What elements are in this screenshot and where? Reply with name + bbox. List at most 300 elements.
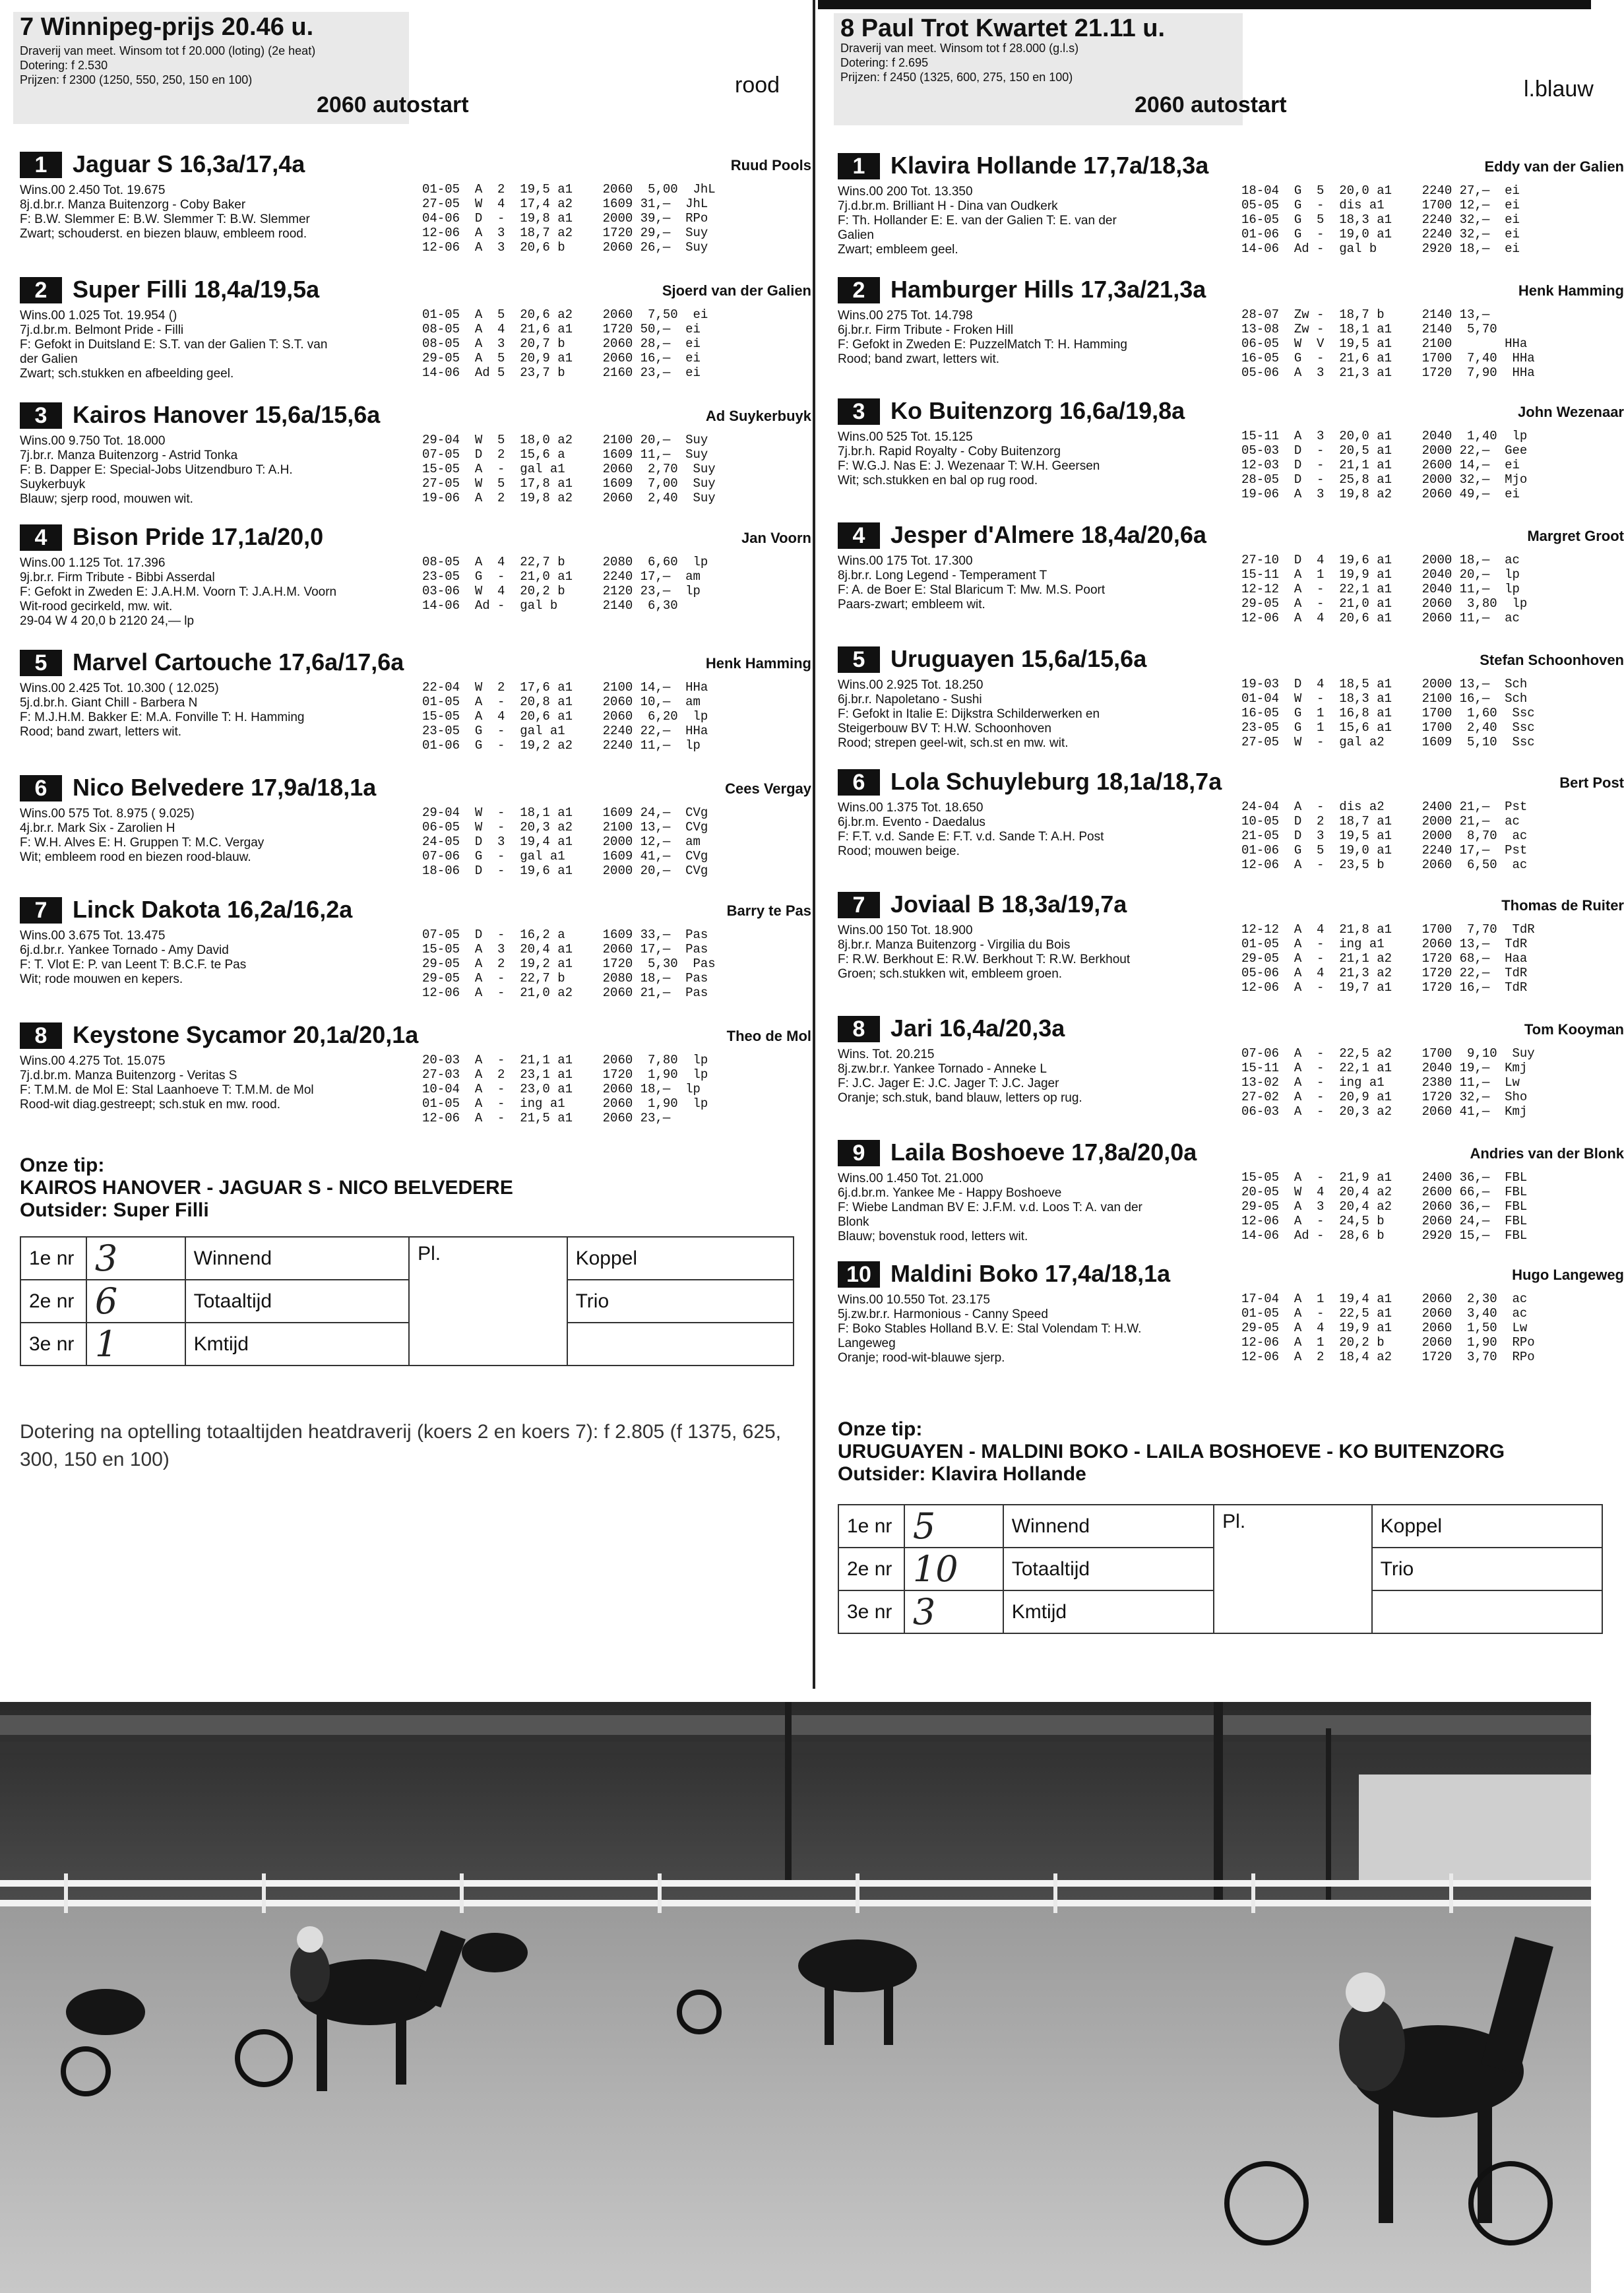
trainer-name: Ad Suykerbuyk bbox=[705, 408, 811, 424]
horse-number-box: 1 bbox=[20, 152, 62, 178]
performance-row: 12-06 A 1 20,2 b 2060 1,90 RPo bbox=[1241, 1335, 1535, 1350]
horse-info bbox=[838, 1293, 1234, 1366]
performance-row: 08-05 A 3 20,7 b 2060 28,— ei bbox=[422, 336, 701, 351]
performance-row: 04-06 D - 19,8 a1 2000 39,— RPo bbox=[422, 211, 708, 226]
horse-name: Kairos Hanover 15,6a/15,6a bbox=[73, 401, 381, 428]
race-8-prizes: Prijzen: f 2450 (1325, 600, 275, 150 en 100) bbox=[840, 71, 1073, 84]
trainer-name: Jan Voorn bbox=[741, 530, 811, 546]
performance-row: 29-05 A 4 19,9 a1 2060 1,50 Lw bbox=[1241, 1321, 1528, 1335]
result-koppel-label: Koppel bbox=[567, 1237, 794, 1280]
horse-info-line: Wins.00 10.550 Tot. 23.175 bbox=[838, 1293, 990, 1307]
horse-info bbox=[838, 309, 1234, 367]
performance-row: 06-05 W V 19,5 a1 2100 HHa bbox=[1241, 336, 1528, 351]
horse-name: Marvel Cartouche 17,6a/17,6a bbox=[73, 648, 404, 675]
performance-row: 18-06 D - 19,6 a1 2000 20,— CVg bbox=[422, 864, 708, 878]
trainer-name: Tom Kooyman bbox=[1524, 1021, 1624, 1038]
horse-info bbox=[838, 678, 1234, 751]
race-7-header bbox=[0, 0, 810, 132]
horse-number-box: 7 bbox=[838, 892, 880, 918]
performance-row: 12-06 A - 19,7 a1 1720 16,— TdR bbox=[1241, 980, 1528, 995]
horse-info-line: Blauw; bovenstuk rood, letters wit. bbox=[838, 1230, 1028, 1243]
result-row-label: 2e nr bbox=[20, 1280, 86, 1323]
horse-name: Lola Schuyleburg 18,1a/18,7a bbox=[890, 768, 1222, 795]
race-7-conditions: Draverij van meet. Winsom tot f 20.000 (loting) (2e heat) bbox=[20, 44, 316, 57]
horse-info-line: 6j.d.br.r. Yankee Tornado - Amy David bbox=[20, 943, 229, 957]
horse-info-line: Rood; mouwen beige. bbox=[838, 844, 960, 858]
horse-number-box: 5 bbox=[20, 650, 62, 676]
performance-row: 01-06 G - 19,0 a1 2240 32,— ei bbox=[1241, 227, 1520, 241]
horse-info-line: Wins.00 150 Tot. 18.900 bbox=[838, 924, 973, 937]
race-7-column bbox=[0, 0, 810, 1689]
horse-name: Uruguayen 15,6a/15,6a bbox=[890, 645, 1147, 672]
performance-table bbox=[422, 1053, 708, 1125]
performance-row: 23-05 G 1 15,6 a1 1700 2,40 Ssc bbox=[1241, 720, 1535, 735]
horse-number-box: 2 bbox=[838, 277, 880, 303]
performance-row: 08-05 A 4 22,7 b 2080 6,60 lp bbox=[422, 555, 708, 569]
performance-table bbox=[422, 927, 716, 1000]
horse-info bbox=[20, 807, 416, 865]
horse-info-line: Blauw; sjerp rood, mouwen wit. bbox=[20, 492, 193, 506]
horse-info-line: 29-04 W 4 20,0 b 2120 24,— lp bbox=[20, 614, 195, 628]
horse-info-line: Oranje; rood-wit-blauwe sjerp. bbox=[838, 1351, 1005, 1365]
performance-table bbox=[1241, 1046, 1535, 1119]
performance-row: 15-05 A - gal a1 2060 2,70 Suy bbox=[422, 462, 716, 476]
trainer-name: Ruud Pools bbox=[730, 157, 811, 173]
horse-info-line: Paars-zwart; embleem wit. bbox=[838, 598, 985, 612]
horse-info-line: F: Gefokt in Italie E: Dijkstra Schilderwerken en bbox=[838, 707, 1100, 721]
horse-info bbox=[838, 924, 1234, 982]
horse-info-line: 9j.br.r. Firm Tribute - Bibbi Asserdal bbox=[20, 571, 215, 584]
horse-info-line: 5j.zw.br.r. Harmonious - Canny Speed bbox=[838, 1307, 1048, 1321]
result-kmtijd-label: Kmtijd bbox=[185, 1323, 409, 1366]
horse-number-box: 1 bbox=[838, 153, 880, 179]
horse-info-line: 4j.br.r. Mark Six - Zarolien H bbox=[20, 821, 175, 835]
horse-info-line: Langeweg bbox=[838, 1336, 896, 1350]
trainer-name: Thomas de Ruiter bbox=[1501, 897, 1624, 914]
performance-row: 01-05 A - 20,8 a1 2060 10,— am bbox=[422, 695, 701, 709]
trainer-name: John Wezenaar bbox=[1518, 404, 1624, 420]
performance-row: 21-05 D 3 19,5 a1 2000 8,70 ac bbox=[1241, 829, 1528, 843]
horse-info-line: 7j.br.r. Manza Buitenzorg - Astrid Tonka bbox=[20, 449, 238, 462]
result-empty-cell bbox=[1372, 1590, 1602, 1633]
result-pl-label: Pl. bbox=[1214, 1505, 1371, 1633]
horse-info bbox=[838, 1048, 1234, 1106]
performance-row: 16-05 G 5 18,3 a1 2240 32,— ei bbox=[1241, 212, 1520, 227]
performance-row: 14-06 Ad - 28,6 b 2920 15,— FBL bbox=[1241, 1228, 1528, 1243]
performance-row: 01-04 W - 18,3 a1 2100 16,— Sch bbox=[1241, 691, 1528, 706]
horse-info bbox=[838, 1172, 1234, 1244]
trainer-name: Henk Hamming bbox=[705, 655, 811, 672]
horse-info bbox=[838, 554, 1234, 612]
performance-table bbox=[1241, 183, 1520, 256]
horse-info bbox=[838, 801, 1234, 859]
race-7-color: rood bbox=[735, 73, 780, 98]
performance-row: 05-03 D - 20,5 a1 2000 22,— Gee bbox=[1241, 443, 1528, 458]
performance-row: 29-05 A - 22,7 b 2080 18,— Pas bbox=[422, 971, 708, 986]
horse-info-line: 8j.br.r. Long Legend - Temperament T bbox=[838, 569, 1047, 582]
performance-row: 01-05 A 5 20,6 a2 2060 7,50 ei bbox=[422, 307, 708, 322]
performance-table bbox=[422, 555, 708, 613]
horse-number-box: 9 bbox=[838, 1140, 880, 1166]
race-8-color: l.blauw bbox=[1524, 77, 1594, 102]
horse-info-line: Suykerbuyk bbox=[20, 478, 86, 491]
performance-row: 12-12 A 4 21,8 a1 1700 7,70 TdR bbox=[1241, 922, 1535, 937]
horse-info-line: Wins.00 2.450 Tot. 19.675 bbox=[20, 183, 166, 197]
horse-info bbox=[20, 929, 416, 987]
horse-info-line: Oranje; sch.stuk, band blauw, letters op rug. bbox=[838, 1091, 1082, 1105]
horse-name: Bison Pride 17,1a/20,0 bbox=[73, 523, 324, 550]
performance-row: 12-06 A 2 18,4 a2 1720 3,70 RPo bbox=[1241, 1350, 1535, 1364]
horse-info-line: F: Th. Hollander E: E. van der Galien T: E. van der bbox=[838, 214, 1117, 228]
performance-row: 14-06 Ad 5 23,7 b 2160 23,— ei bbox=[422, 365, 701, 380]
horse-number-box: 3 bbox=[838, 398, 880, 425]
horse-info-line: F: F.T. v.d. Sande E: F.T. v.d. Sande T: A.H. Post bbox=[838, 830, 1104, 844]
horse-name: Ko Buitenzorg 16,6a/19,8a bbox=[890, 397, 1185, 424]
trainer-name: Sjoerd van der Galien bbox=[662, 282, 811, 299]
performance-row: 19-06 A 2 19,8 a2 2060 2,40 Suy bbox=[422, 491, 716, 505]
performance-row: 28-05 D - 25,8 a1 2000 32,— Mjo bbox=[1241, 472, 1528, 487]
performance-row: 27-10 D 4 19,6 a1 2000 18,— ac bbox=[1241, 553, 1520, 567]
horse-info-line: F: B. Dapper E: Special-Jobs Uitzendburo T: A.H. bbox=[20, 463, 293, 477]
performance-row: 29-05 A 5 20,9 a1 2060 16,— ei bbox=[422, 351, 701, 365]
horse-info-line: F: Gefokt in Zweden E: PuzzelMatch T: H. Hamming bbox=[838, 338, 1127, 352]
performance-row: 13-02 A - ing a1 2380 11,— Lw bbox=[1241, 1075, 1520, 1090]
race-8-start: 2060 autostart bbox=[1135, 92, 1287, 117]
horse-info-line: der Galien bbox=[20, 352, 78, 366]
horse-info-line: Wins.00 275 Tot. 14.798 bbox=[838, 309, 973, 323]
horse-info-line: Steigerbouw BV T: H.W. Schoonhoven bbox=[838, 722, 1051, 736]
race-8-tip bbox=[838, 1418, 1505, 1486]
horse-info-line: F: W.G.J. Nas E: J. Wezenaar T: W.H. Geersen bbox=[838, 459, 1100, 473]
performance-row: 27-05 W 5 17,8 a1 1609 7,00 Suy bbox=[422, 476, 716, 491]
performance-row: 15-05 A 4 20,6 a1 2060 6,20 lp bbox=[422, 709, 708, 724]
horse-info-line: 6j.br.m. Evento - Daedalus bbox=[838, 815, 985, 829]
result-row-label: 3e nr bbox=[838, 1590, 904, 1633]
performance-row: 01-06 G 5 19,0 a1 2240 17,— Pst bbox=[1241, 843, 1528, 858]
horse-info-line: F: T.M.M. de Mol E: Stal Laanhoeve T: T.M.M. de Mol bbox=[20, 1083, 314, 1097]
horse-info-line: Wit-rood gecirkeld, mw. wit. bbox=[20, 600, 173, 613]
race-8-result-table bbox=[838, 1504, 1603, 1634]
tip-text: URUGUAYEN - MALDINI BOKO - LAILA BOSHOEVE - KO BUITENZORG bbox=[838, 1441, 1505, 1462]
result-trio-label: Trio bbox=[1372, 1548, 1602, 1590]
horse-info-line: Wins.00 1.450 Tot. 21.000 bbox=[838, 1172, 984, 1185]
performance-row: 20-03 A - 21,1 a1 2060 7,80 lp bbox=[422, 1053, 708, 1067]
horse-info-line: Rood; band zwart, letters wit. bbox=[20, 725, 181, 739]
horse-info-line: F: M.J.H.M. Bakker E: M.A. Fonville T: H. Hamming bbox=[20, 710, 305, 724]
performance-row: 29-05 A 2 19,2 a1 1720 5,30 Pas bbox=[422, 957, 716, 971]
performance-row: 20-05 W 4 20,4 a2 2600 66,— FBL bbox=[1241, 1185, 1528, 1199]
performance-row: 16-05 G 1 16,8 a1 1700 1,60 Ssc bbox=[1241, 706, 1535, 720]
horse-info-line: Wins.00 1.125 Tot. 17.396 bbox=[20, 556, 166, 570]
performance-row: 12-06 A 4 20,6 a1 2060 11,— ac bbox=[1241, 611, 1520, 625]
performance-row: 01-05 A - ing a1 2060 1,90 lp bbox=[422, 1096, 708, 1111]
horse-name: Jesper d'Almere 18,4a/20,6a bbox=[890, 521, 1206, 548]
horse-info-line: Rood; strepen geel-wit, sch.st en mw. wit. bbox=[838, 736, 1069, 750]
horse-name: Joviaal B 18,3a/19,7a bbox=[890, 891, 1127, 918]
performance-table bbox=[1241, 677, 1535, 749]
trainer-name: Theo de Mol bbox=[726, 1028, 811, 1044]
performance-row: 15-05 A 3 20,4 a1 2060 17,— Pas bbox=[422, 942, 708, 957]
horse-info-line: 6j.br.r. Firm Tribute - Froken Hill bbox=[838, 323, 1014, 337]
performance-row: 10-04 A - 23,0 a1 2060 18,— lp bbox=[422, 1082, 701, 1096]
performance-table bbox=[1241, 553, 1527, 625]
horse-name: Super Filli 18,4a/19,5a bbox=[73, 276, 320, 303]
performance-row: 14-06 Ad - gal b 2140 6,30 bbox=[422, 598, 678, 613]
result-row-label: 2e nr bbox=[838, 1548, 904, 1590]
performance-row: 12-06 A 3 20,6 b 2060 26,— Suy bbox=[422, 240, 708, 255]
horse-number-box: 3 bbox=[20, 402, 62, 429]
trainer-name: Bert Post bbox=[1559, 774, 1624, 791]
result-pl-label: Pl. bbox=[409, 1237, 567, 1366]
horse-info-line: 7j.d.br.m. Brilliant H - Dina van Oudkerk bbox=[838, 199, 1058, 213]
result-winnend-label: Winnend bbox=[1003, 1505, 1214, 1548]
horse-number-box: 4 bbox=[838, 522, 880, 549]
performance-row: 24-04 A - dis a2 2400 21,— Pst bbox=[1241, 800, 1528, 814]
horse-info-line: F: R.W. Berkhout E: R.W. Berkhout T: R.W. Berkhout bbox=[838, 953, 1131, 966]
trainer-name: Andries van der Blonk bbox=[1470, 1145, 1624, 1162]
horse-number-box: 8 bbox=[838, 1016, 880, 1042]
result-winnend-label: Winnend bbox=[185, 1237, 409, 1280]
horse-info-line: Wins.00 1.375 Tot. 18.650 bbox=[838, 801, 984, 815]
performance-row: 27-02 A - 20,9 a1 1720 32,— Sho bbox=[1241, 1090, 1528, 1104]
performance-row: 27-03 A 2 23,1 a1 1720 1,90 lp bbox=[422, 1067, 708, 1082]
performance-row: 15-11 A - 22,1 a1 2040 19,— Kmj bbox=[1241, 1061, 1528, 1075]
performance-row: 05-06 A 4 21,3 a2 1720 22,— TdR bbox=[1241, 966, 1528, 980]
horse-info-line: 6j.br.r. Napoletano - Sushi bbox=[838, 693, 982, 707]
performance-table bbox=[422, 433, 716, 505]
horse-name: Maldini Boko 17,4a/18,1a bbox=[890, 1260, 1171, 1287]
horse-name: Klavira Hollande 17,7a/18,3a bbox=[890, 152, 1209, 179]
horse-info-line: 7j.d.br.m. Manza Buitenzorg - Veritas S bbox=[20, 1069, 237, 1083]
horse-info-line: Zwart; embleem geel. bbox=[838, 243, 958, 257]
performance-row: 07-06 A - 22,5 a2 1700 9,10 Suy bbox=[1241, 1046, 1535, 1061]
horse-info-line: Wit; sch.stukken en bal op rug rood. bbox=[838, 474, 1038, 487]
horse-info-line: Wins.00 4.275 Tot. 15.075 bbox=[20, 1054, 166, 1068]
horse-info bbox=[20, 183, 416, 241]
race-7-title: 7 Winnipeg-prijs 20.46 u. bbox=[20, 13, 314, 41]
performance-row: 29-04 W - 18,1 a1 1609 24,— CVg bbox=[422, 805, 708, 820]
horse-info bbox=[20, 309, 416, 381]
performance-row: 12-06 A - 23,5 b 2060 6,50 ac bbox=[1241, 858, 1528, 872]
trainer-name: Eddy van der Galien bbox=[1484, 158, 1624, 175]
performance-row: 07-05 D - 16,2 a 1609 33,— Pas bbox=[422, 927, 708, 942]
horse-number-box: 6 bbox=[20, 775, 62, 801]
trainer-name: Barry te Pas bbox=[726, 902, 811, 919]
horse-number-box: 5 bbox=[838, 646, 880, 673]
race-8-conditions: Draverij van meet. Winsom tot f 28.000 (g.l.s) bbox=[840, 42, 1079, 55]
performance-row: 29-05 A - 21,0 a1 2060 3,80 lp bbox=[1241, 596, 1528, 611]
performance-row: 12-03 D - 21,1 a1 2600 14,— ei bbox=[1241, 458, 1520, 472]
race-7-result-table bbox=[20, 1236, 794, 1366]
performance-row: 05-06 A 3 21,3 a1 1720 7,90 HHa bbox=[1241, 365, 1535, 380]
trainer-name: Hugo Langeweg bbox=[1512, 1267, 1624, 1283]
horse-info-line: 7j.br.h. Rapid Royalty - Coby Buitenzorg bbox=[838, 445, 1061, 458]
result-handwritten: 6 bbox=[86, 1280, 185, 1323]
performance-row: 29-05 A 3 20,4 a2 2060 36,— FBL bbox=[1241, 1199, 1528, 1214]
performance-table bbox=[422, 307, 708, 380]
performance-row: 01-06 G - 19,2 a2 2240 11,— lp bbox=[422, 738, 701, 753]
horse-info-line: Zwart; schouderst. en biezen blauw, embleem rood. bbox=[20, 227, 307, 241]
performance-table bbox=[1241, 307, 1535, 380]
race-7-prizes: Prijzen: f 2300 (1250, 550, 250, 150 en 100) bbox=[20, 73, 253, 86]
horse-info-line: Blonk bbox=[838, 1215, 869, 1229]
trotting-race-photo bbox=[0, 1702, 1591, 2293]
horse-info bbox=[838, 185, 1234, 257]
horse-info-line: Wins.00 3.675 Tot. 13.475 bbox=[20, 929, 166, 943]
horse-name: Jaguar S 16,3a/17,4a bbox=[73, 150, 305, 177]
performance-row: 17-04 A 1 19,4 a1 2060 2,30 ac bbox=[1241, 1292, 1528, 1306]
horse-number-box: 4 bbox=[20, 524, 62, 551]
trainer-name: Stefan Schoonhoven bbox=[1480, 652, 1624, 668]
horse-info-line: 5j.d.br.h. Giant Chill - Barbera N bbox=[20, 696, 198, 710]
horse-name: Jari 16,4a/20,3a bbox=[890, 1015, 1065, 1042]
result-handwritten: 3 bbox=[86, 1237, 185, 1280]
result-handwritten: 5 bbox=[904, 1505, 1003, 1548]
performance-row: 07-06 G - gal a1 1609 41,— CVg bbox=[422, 849, 708, 864]
performance-row: 13-08 Zw - 18,1 a1 2140 5,70 bbox=[1241, 322, 1497, 336]
race-8-title: 8 Paul Trot Kwartet 21.11 u. bbox=[840, 15, 1166, 42]
horse-info bbox=[20, 1054, 416, 1112]
horse-info-line: 7j.d.br.m. Belmont Pride - Filli bbox=[20, 323, 184, 337]
horse-info-line: Rood-wit diag.gestreept; sch.stuk en mw. rood. bbox=[20, 1098, 280, 1112]
horse-info-line: Rood; band zwart, letters wit. bbox=[838, 352, 999, 366]
horse-info-line: 6j.d.br.m. Yankee Me - Happy Boshoeve bbox=[838, 1186, 1062, 1200]
performance-row: 01-05 A - 22,5 a1 2060 3,40 ac bbox=[1241, 1306, 1528, 1321]
horse-info-line: F: T. Vlot E: P. van Leent T: B.C.F. te Pas bbox=[20, 958, 247, 972]
horse-info-line: Wins.00 175 Tot. 17.300 bbox=[838, 554, 973, 568]
horse-number-box: 7 bbox=[20, 897, 62, 924]
performance-row: 28-07 Zw - 18,7 b 2140 13,— bbox=[1241, 307, 1490, 322]
horse-name: Laila Boshoeve 17,8a/20,0a bbox=[890, 1139, 1197, 1166]
performance-row: 06-03 A - 20,3 a2 2060 41,— Kmj bbox=[1241, 1104, 1528, 1119]
result-empty-cell bbox=[567, 1323, 794, 1366]
column-divider bbox=[813, 0, 815, 1689]
performance-table bbox=[1241, 922, 1535, 995]
result-trio-label: Trio bbox=[567, 1280, 794, 1323]
horse-name: Keystone Sycamor 20,1a/20,1a bbox=[73, 1021, 419, 1048]
performance-row: 29-04 W 5 18,0 a2 2100 20,— Suy bbox=[422, 433, 708, 447]
race-7-note: Dotering na optelling totaaltijden heatdraverij (koers 2 en koers 7): f 2.805 (f 1375, 625, 300, 150 en 100) bbox=[20, 1421, 782, 1470]
horse-name: Linck Dakota 16,2a/16,2a bbox=[73, 896, 353, 923]
outsider-text: Outsider: Klavira Hollande bbox=[838, 1463, 1086, 1485]
performance-row: 06-05 W - 20,3 a2 2100 13,— CVg bbox=[422, 820, 708, 834]
horse-info-line: Wit; embleem rood en biezen rood-blauw. bbox=[20, 850, 251, 864]
horse-info-line: Wins.00 525 Tot. 15.125 bbox=[838, 430, 973, 444]
horse-info-line: Wit; rode mouwen en kepers. bbox=[20, 972, 183, 986]
performance-row: 23-05 G - gal a1 2240 22,— HHa bbox=[422, 724, 708, 738]
performance-row: 01-05 A - ing a1 2060 13,— TdR bbox=[1241, 937, 1528, 951]
trainer-name: Henk Hamming bbox=[1518, 282, 1624, 299]
performance-row: 22-04 W 2 17,6 a1 2100 14,— HHa bbox=[422, 680, 708, 695]
performance-row: 12-12 A - 22,1 a1 2040 11,— lp bbox=[1241, 582, 1520, 596]
performance-row: 24-05 D 3 19,4 a1 2000 12,— am bbox=[422, 834, 701, 849]
horse-info-line: F: Boko Stables Holland B.V. E: Stal Volendam T: H.W. bbox=[838, 1322, 1142, 1336]
performance-row: 27-05 W - gal a2 1609 5,10 Ssc bbox=[1241, 735, 1535, 749]
horse-info bbox=[838, 430, 1234, 488]
performance-row: 03-06 W 4 20,2 b 2120 23,— lp bbox=[422, 584, 701, 598]
horse-info-line: Galien bbox=[838, 228, 874, 242]
horse-info-line: F: W.H. Alves E: H. Gruppen T: M.C. Vergay bbox=[20, 836, 265, 850]
horse-info-line: Wins.00 575 Tot. 8.975 ( 9.025) bbox=[20, 807, 195, 821]
result-row-label: 3e nr bbox=[20, 1323, 86, 1366]
performance-row: 10-05 D 2 18,7 a1 2000 21,— ac bbox=[1241, 814, 1520, 829]
performance-row: 12-06 A - 21,0 a2 2060 21,— Pas bbox=[422, 986, 708, 1000]
horse-info bbox=[20, 434, 416, 507]
performance-row: 23-05 G - 21,0 a1 2240 17,— am bbox=[422, 569, 701, 584]
performance-row: 12-06 A - 24,5 b 2060 24,— FBL bbox=[1241, 1214, 1528, 1228]
horse-info-line: 8j.zw.br.r. Yankee Tornado - Anneke L bbox=[838, 1062, 1047, 1076]
tip-text: KAIROS HANOVER - JAGUAR S - NICO BELVEDERE bbox=[20, 1177, 513, 1199]
race-8-header bbox=[818, 0, 1594, 132]
result-row-label: 1e nr bbox=[20, 1237, 86, 1280]
horse-number-box: 8 bbox=[20, 1022, 62, 1049]
race-7-dotering: Dotering: f 2.530 bbox=[20, 59, 108, 72]
race-8-column bbox=[818, 0, 1624, 1689]
performance-row: 16-05 G - 21,6 a1 1700 7,40 HHa bbox=[1241, 351, 1535, 365]
horse-info-line: F: Gefokt in Duitsland E: S.T. van der Galien T: S.T. van bbox=[20, 338, 328, 352]
performance-row: 08-05 A 4 21,6 a1 1720 50,— ei bbox=[422, 322, 701, 336]
horse-info bbox=[20, 556, 416, 629]
horse-info-line: 8j.br.r. Manza Buitenzorg - Virgilia du Bois bbox=[838, 938, 1071, 952]
result-kmtijd-label: Kmtijd bbox=[1003, 1590, 1214, 1633]
result-koppel-label: Koppel bbox=[1372, 1505, 1602, 1548]
trainer-name: Cees Vergay bbox=[725, 780, 811, 797]
performance-row: 14-06 Ad - gal b 2920 18,— ei bbox=[1241, 241, 1520, 256]
horse-name: Hamburger Hills 17,3a/21,3a bbox=[890, 276, 1206, 303]
result-handwritten: 10 bbox=[904, 1548, 1003, 1590]
horse-info-line: F: Gefokt in Zweden E: J.A.H.M. Voorn T: J.A.H.M. Voorn bbox=[20, 585, 337, 599]
performance-table bbox=[422, 805, 708, 878]
horse-info-line: Wins.00 1.025 Tot. 19.954 () bbox=[20, 309, 177, 323]
performance-row: 29-05 A - 21,1 a2 1720 68,— Haa bbox=[1241, 951, 1528, 966]
horse-info-line: F: A. de Boer E: Stal Blaricum T: Mw. M.S. Poort bbox=[838, 583, 1106, 597]
horse-info-line: F: B.W. Slemmer E: B.W. Slemmer T: B.W. Slemmer bbox=[20, 212, 310, 226]
horse-info-line: F: J.C. Jager E: J.C. Jager T: J.C. Jager bbox=[838, 1077, 1059, 1090]
performance-table bbox=[422, 680, 708, 753]
horse-info-line: Wins.00 2.925 Tot. 18.250 bbox=[838, 678, 984, 692]
horse-info-line: Wins.00 9.750 Tot. 18.000 bbox=[20, 434, 166, 448]
horse-info-line: Wins. Tot. 20.215 bbox=[838, 1048, 935, 1061]
performance-row: 12-06 A - 21,5 a1 2060 23,— bbox=[422, 1111, 671, 1125]
result-row-label: 1e nr bbox=[838, 1505, 904, 1548]
performance-row: 19-06 A 3 19,8 a2 2060 49,— ei bbox=[1241, 487, 1520, 501]
race-8-dotering: Dotering: f 2.695 bbox=[840, 56, 929, 69]
result-handwritten: 1 bbox=[86, 1323, 185, 1366]
horse-info-line: Groen; sch.stukken wit, embleem groen. bbox=[838, 967, 1063, 981]
performance-row: 18-04 G 5 20,0 a1 2240 27,— ei bbox=[1241, 183, 1520, 198]
performance-table bbox=[1241, 429, 1527, 501]
tip-label: Onze tip: bbox=[20, 1154, 105, 1176]
performance-row: 27-05 W 4 17,4 a2 1609 31,— JhL bbox=[422, 197, 708, 211]
performance-row: 15-11 A 1 19,9 a1 2040 20,— lp bbox=[1241, 567, 1520, 582]
performance-row: 05-05 G - dis a1 1700 12,— ei bbox=[1241, 198, 1520, 212]
performance-row: 12-06 A 3 18,7 a2 1720 29,— Suy bbox=[422, 226, 708, 240]
result-totaal-label: Totaaltijd bbox=[185, 1280, 409, 1323]
horse-info-line: Wins.00 200 Tot. 13.350 bbox=[838, 185, 973, 199]
tip-label: Onze tip: bbox=[838, 1418, 923, 1440]
performance-row: 15-11 A 3 20,0 a1 2040 1,40 lp bbox=[1241, 429, 1528, 443]
trainer-name: Margret Groot bbox=[1527, 528, 1624, 544]
outsider-text: Outsider: Super Filli bbox=[20, 1199, 209, 1221]
horse-info-line: F: Wiebe Landman BV E: J.F.M. v.d. Loos T: A. van der bbox=[838, 1201, 1142, 1214]
horse-name: Nico Belvedere 17,9a/18,1a bbox=[73, 774, 377, 801]
performance-table bbox=[1241, 1292, 1535, 1364]
performance-row: 01-05 A 2 19,5 a1 2060 5,00 JhL bbox=[422, 182, 716, 197]
performance-row: 15-05 A - 21,9 a1 2400 36,— FBL bbox=[1241, 1170, 1528, 1185]
result-totaal-label: Totaaltijd bbox=[1003, 1548, 1214, 1590]
race-7-start: 2060 autostart bbox=[317, 92, 469, 117]
result-handwritten: 3 bbox=[904, 1590, 1003, 1633]
